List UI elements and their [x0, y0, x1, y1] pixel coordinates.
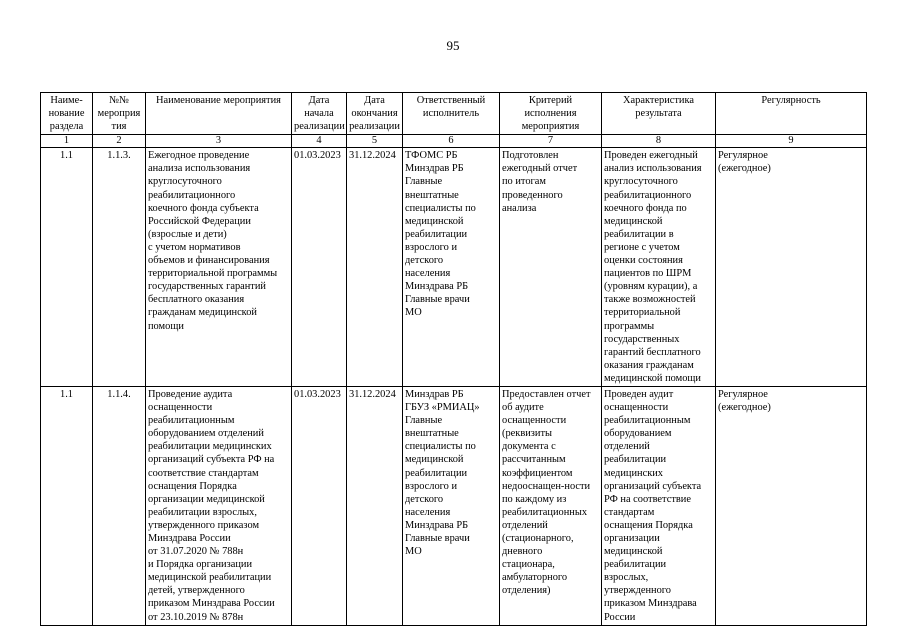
cell-start-date: 01.03.2023 — [292, 386, 347, 625]
cell-end-date: 31.12.2024 — [347, 386, 403, 625]
header-criterion: Критерий исполнения мероприятия — [500, 93, 602, 135]
header-section: Наиме- нование раздела — [41, 93, 93, 135]
column-number: 1 — [41, 135, 93, 148]
header-end-date: Дата окончания реализации — [347, 93, 403, 135]
table-row — [41, 148, 867, 387]
cell-number: 1.1.4. — [93, 386, 146, 625]
cell-result: Проведен ежегодный анализ использования круглосуточного реабилитационного коечного фонда по медицинской реабилитации в регионе с учетом оценки состояния пациентов по ШРМ (уровням курации), а также возможностей территориальной программы государственных гарантий бесплатного оказания гражданам медицинской помощи — [602, 148, 716, 387]
header-name: Наименование мероприятия — [146, 93, 292, 135]
column-number: 8 — [602, 135, 716, 148]
header-result: Характеристика результата — [602, 93, 716, 135]
cell-section: 1.1 — [41, 386, 93, 625]
column-number: 2 — [93, 135, 146, 148]
cell-regularity: Регулярное (ежегодное) — [716, 386, 867, 625]
cell-start-date: 01.03.2023 — [292, 148, 347, 387]
column-number: 3 — [146, 135, 292, 148]
cell-responsible: Минздрав РБ ГБУЗ «РМИАЦ» Главные внештатные специалисты по медицинской реабилитации взрослого и детского населения Минздрава РБ Главные врачи МО — [403, 386, 500, 625]
column-number: 7 — [500, 135, 602, 148]
header-regularity: Регулярность — [716, 93, 867, 135]
cell-name: Ежегодное проведение анализа использования круглосуточного реабилитационного коечного фонда субъекта Российской Федерации (взрослые и дети) с учетом нормативов объемов и финансирования территориальной программы государственных гарантий бесплатного оказания гражданам медицинской помощи — [146, 148, 292, 387]
cell-responsible: ТФОМС РБ Минздрав РБ Главные внештатные специалисты по медицинской реабилитации взрослого и детского населения Минздрава РБ Главные врачи МО — [403, 148, 500, 387]
table-row — [41, 386, 867, 625]
page-number: 95 — [446, 38, 460, 53]
column-number: 4 — [292, 135, 347, 148]
cell-criterion: Подготовлен ежегодный отчет по итогам проведенного анализа — [500, 148, 602, 387]
header-start-date: Дата начала реализации — [292, 93, 347, 135]
cell-end-date: 31.12.2024 — [347, 148, 403, 387]
cell-number: 1.1.3. — [93, 148, 146, 387]
cell-section: 1.1 — [41, 148, 93, 387]
cell-result: Проведен аудит оснащенности реабилитационным оборудованием отделений реабилитации медицинских организаций субъекта РФ на соответствие стандартам оснащения Порядка организации медицинской реабилитации взрослых, утвержденного приказом Минздрава России — [602, 386, 716, 625]
cell-regularity: Регулярное (ежегодное) — [716, 148, 867, 387]
column-number-row — [41, 135, 867, 148]
table-header-row — [41, 93, 867, 135]
header-number: №№ мероприя тия — [93, 93, 146, 135]
column-number: 6 — [403, 135, 500, 148]
header-responsible: Ответственный исполнитель — [403, 93, 500, 135]
column-number: 5 — [347, 135, 403, 148]
column-number: 9 — [716, 135, 867, 148]
measures-table — [40, 92, 867, 626]
cell-criterion: Предоставлен отчет об аудите оснащенности (реквизиты документа с рассчитанным коэффициентом недооснащен-ности по каждому из реабилитационных отделений (стационарного, дневного стационара, амбулаторного отделения) — [500, 386, 602, 625]
cell-name: Проведение аудита оснащенности реабилитационным оборудованием отделений реабилитации медицинских организаций субъекта РФ на соответствие стандартам оснащения Порядка организации медицинской реабилитации взрослых, утвержденного приказом Минздрава России от 31.07.2020 № 788н и Порядка организации медицинской реабилитации детей, утвержденного приказом Минздрава России от 23.10.2019 № 878н — [146, 386, 292, 625]
